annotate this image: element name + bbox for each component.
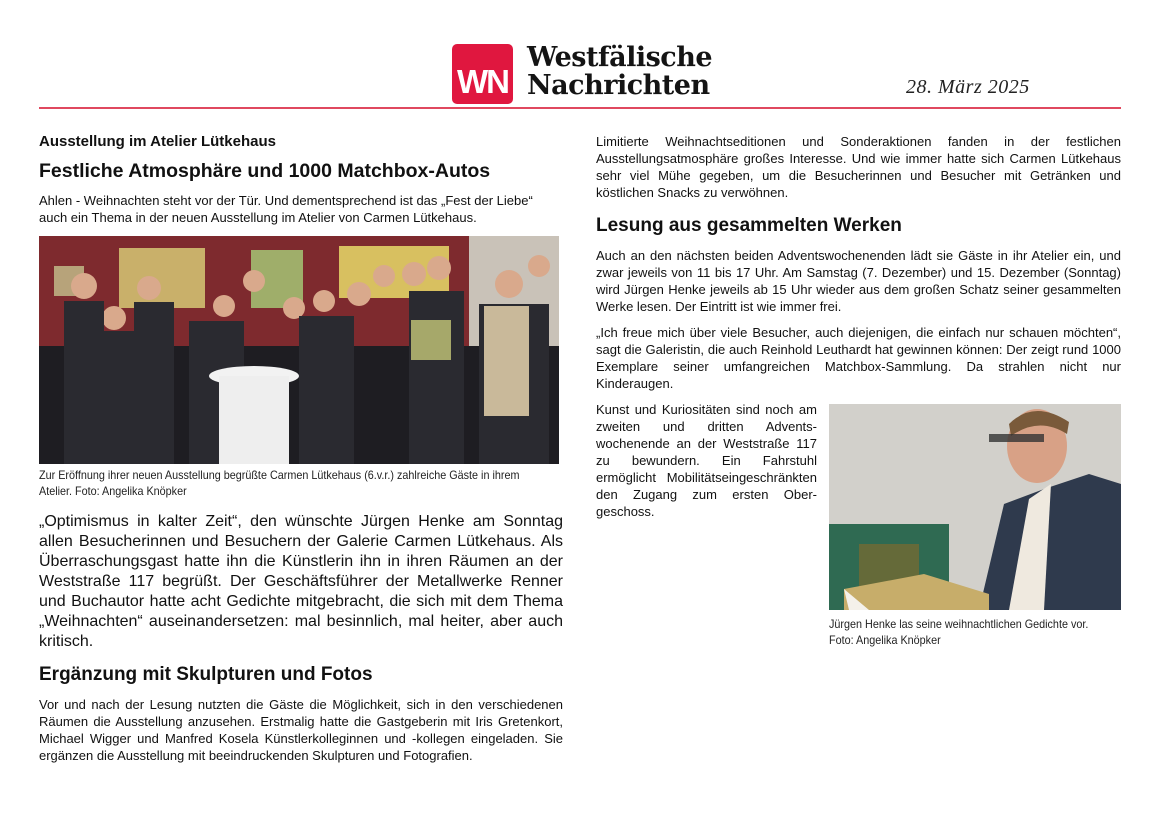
article-paragraph-3: Limitierte Weihnachtseditionen und Sonderaktionen fanden in der festlichen Ausstellungsatmosphäre großes Interesse. Und wie immer hatte sich Carmen Lütkehaus sehr viel Mühe gegeben, um die Besucherinnen und Besucher mit Getränken und köstlichen Snacks zu verwöhnen. <box>596 134 1121 200</box>
newspaper-name <box>527 44 712 100</box>
logo-letters: WN <box>457 63 508 100</box>
reader-photo <box>829 404 1121 610</box>
photo2-caption-line-2: Foto: Angelika Knöpker <box>829 633 941 647</box>
article-lead: Ahlen - Weihnachten steht vor der Tür. Und dementsprechend ist das „Fest der Liebe“ auch ein Thema in der neuen Ausstellung im Atelier von Carmen Lütkehaus. <box>39 193 533 225</box>
gallery-opening-photo <box>39 236 559 464</box>
subheading-reading: Lesung aus gesammelten Werken <box>596 215 902 236</box>
wn-logo <box>452 44 513 104</box>
article-paragraph-1: „Optimismus in kalter Zeit“, den wünschte Jürgen Henke am Sonntag allen Besucherinnen und Besuchern der Galerie Carmen Lütkehaus. Als Überraschungsgast hatte ihn die Künstlerin ihn in ihren Räumen an der Weststraße 117 begrüßt. Der Geschäftsführer der Metallwerke Renner und Buchautor hatte acht Gedichte mitgebracht, die sich mit dem Thema „Weihnachten“ auseinandersetzen: mal besinnlich, mal heiter, aber auch kritisch. <box>39 513 563 650</box>
reader-photo-illustration <box>829 404 1121 610</box>
publication-date: 28. März 2025 <box>906 76 1030 98</box>
group-photo-illustration <box>39 236 559 464</box>
subheading-sculptures: Ergänzung mit Skulpturen und Fotos <box>39 664 373 685</box>
photo2-caption-line-1: Jürgen Henke las seine weihnachtlichen Gedichte vor. <box>829 617 1089 631</box>
article-paragraph-2: Vor und nach der Lesung nutzten die Gäste die Möglichkeit, sich in den verschiedenen Räumen die Ausstellung anzusehen. Erstmalig hatte die Gastgeberin mit Iris Gretenkort, Michael Wigger und Manfred Kosela Künstlerkolleginnen und -kollegen eingeladen. Sie ergänzen die Ausstellung mit beeindruckenden Skulpturen und Fotografien. <box>39 697 563 763</box>
brand-line-1: Westfälische <box>527 42 713 73</box>
photo1-caption-line-1: Zur Eröffnung ihrer neuen Ausstellung begrüßte Carmen Lütkehaus (6.v.r.) zahlreiche Gäste in ihrem <box>39 468 520 482</box>
article-paragraph-6: Kunst und Kuriositäten sind noch am zweiten und dritten Advents-wochenende an der Weststraße 117 zu bewundern. Ein Fahrstuhl ermöglicht Mobilitätseingeschränkten den Zugang zum ersten Ober-geschoss. <box>596 402 817 519</box>
photo1-caption-line-2: Atelier. Foto: Angelika Knöpker <box>39 484 187 498</box>
article-paragraph-4: Auch an den nächsten beiden Adventswochenenden lädt sie Gäste in ihr Atelier ein, und zwar jeweils von 11 bis 17 Uhr. Am Samstag (7. Dezember) und 15. Dezember (Sonntag) wird Jürgen Henke jeweils ab 15 Uhr wieder aus dem großen Schatz seiner gesammelten Werke lesen. Der Eintritt ist wie immer frei. <box>596 248 1121 314</box>
article-kicker: Ausstellung im Atelier Lütkehaus <box>39 133 276 150</box>
header-divider <box>39 107 1121 109</box>
article-paragraph-5: „Ich freue mich über viele Besucher, auch diejenigen, die einfach nur schauen möchten“, sagt die Galeristin, die auch Reinhold Leuthardt hat gewinnen können: Der zeigt rund 1000 Exemplare seiner umfangreichen Matchbox-Sammlung. Da strahlen nicht nur Kinderaugen. <box>596 325 1121 391</box>
article-title: Festliche Atmosphäre und 1000 Matchbox-Autos <box>39 160 491 182</box>
brand-line-2: Nachrichten <box>527 70 710 101</box>
